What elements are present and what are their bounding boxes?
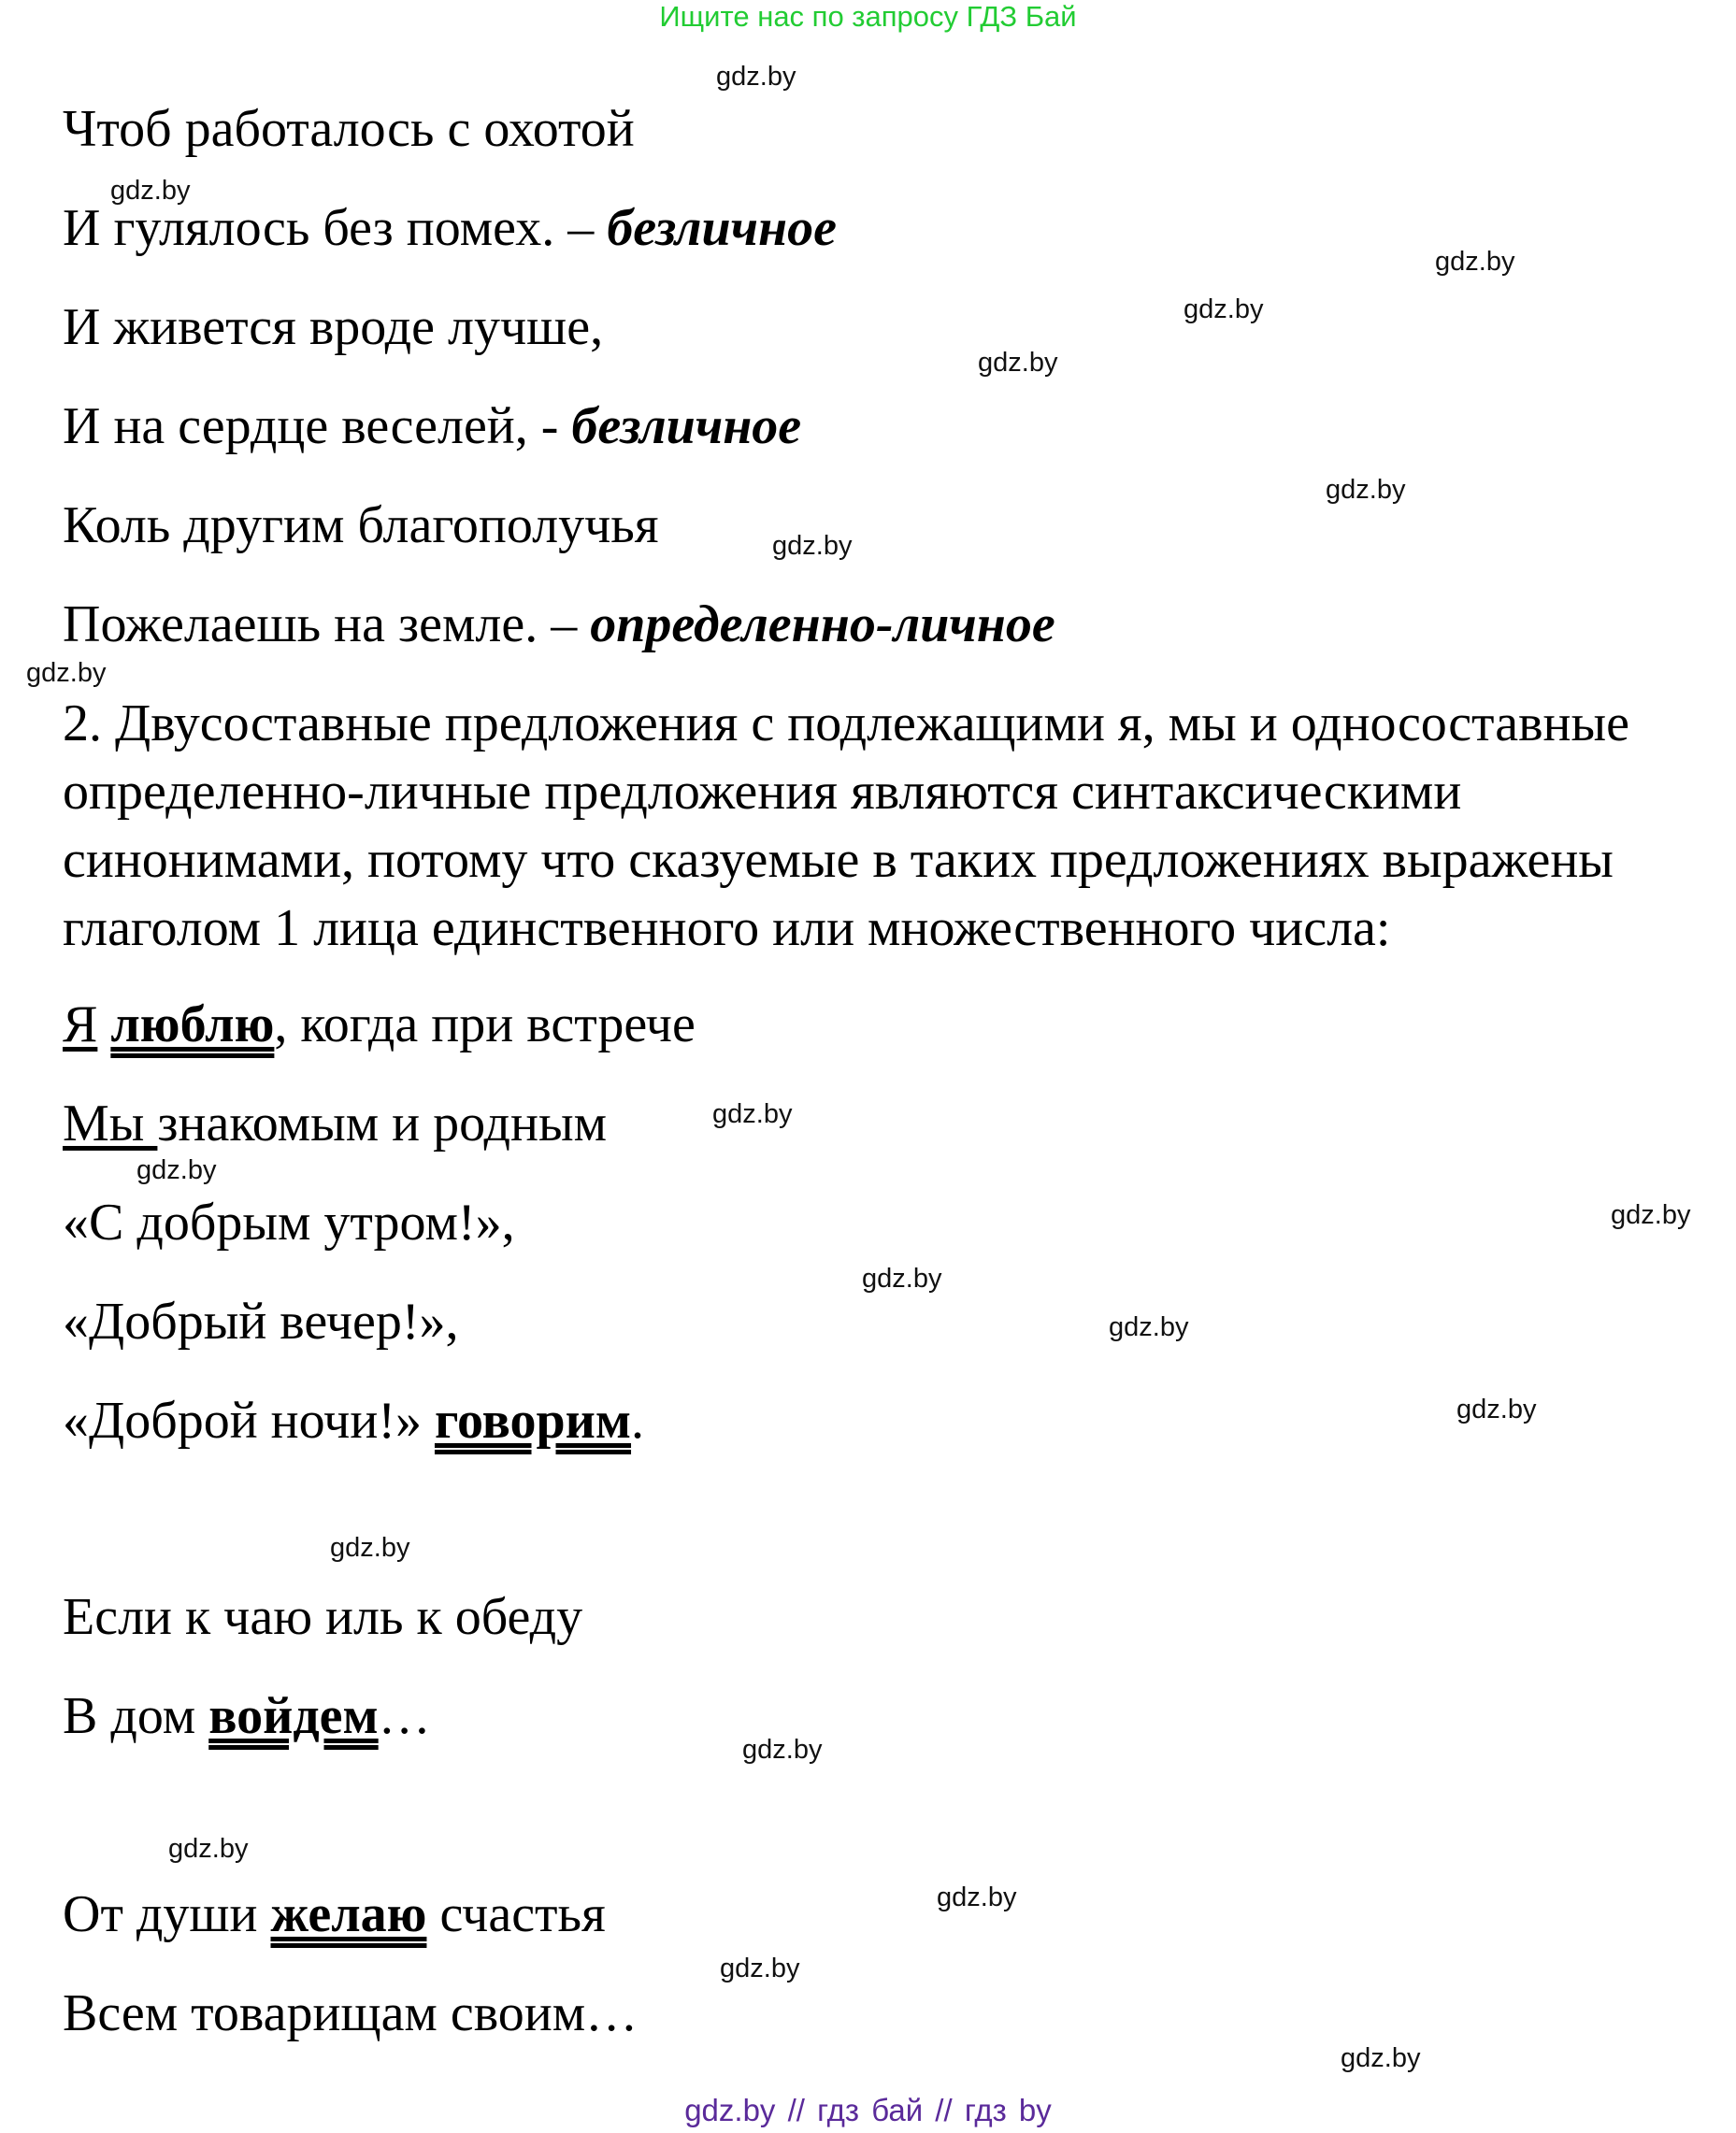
watermark: gdz.by	[862, 1264, 942, 1294]
poem3-line-2-start: В дом	[63, 1687, 209, 1745]
poem1-line-3: И живется вроде лучше,	[63, 298, 604, 356]
poem3-line-1: Если к чаю иль к обеду	[63, 1588, 583, 1646]
watermark: gdz.by	[1435, 247, 1515, 277]
watermark: gdz.by	[1326, 475, 1406, 505]
poem3-line-2-end: …	[378, 1687, 431, 1745]
watermark: gdz.by	[26, 658, 107, 688]
explanation-paragraph: 2. Двусоставные предложения с подлежащими я, мы и односоставные определенно-личные предложения являются синтаксическими синонимами, потому что сказуемые в таких предложениях выражены глаголом 1 лица единственного или множественного числа:	[63, 694, 1629, 957]
poem2-line-5	[63, 1391, 644, 1451]
watermark: gdz.by	[1184, 294, 1264, 324]
watermark: gdz.by	[1109, 1312, 1189, 1342]
watermark: gdz.by	[937, 1882, 1017, 1912]
poem2-line-1	[63, 995, 696, 1054]
sentence-type-label: безличное	[607, 199, 838, 257]
poem1-line-2-text: И гулялось без помех. –	[63, 199, 595, 257]
poem4-line-1	[63, 1884, 606, 1944]
poem1-line-5: Коль другим благополучья	[63, 496, 659, 554]
poem1-line-6-text: Пожелаешь на земле. –	[63, 595, 578, 653]
watermark: gdz.by	[772, 531, 853, 561]
watermark: gdz.by	[330, 1533, 410, 1563]
watermark: gdz.by	[716, 62, 796, 92]
watermark: gdz.by	[742, 1735, 823, 1765]
poem4-line-1-end: счастья	[426, 1885, 606, 1943]
watermark: gdz.by	[136, 1155, 217, 1185]
poem2-line-5-start: «Доброй ночи!»	[63, 1392, 435, 1450]
watermark: gdz.by	[110, 176, 191, 206]
subject-word: Мы	[63, 1095, 158, 1152]
predicate-word: желаю	[270, 1885, 427, 1943]
poem2-line-1-rest: , когда при встрече	[274, 995, 696, 1053]
subject-word: Я	[63, 995, 98, 1053]
watermark: gdz.by	[1611, 1200, 1691, 1230]
watermark: gdz.by	[712, 1099, 793, 1129]
predicate-word: говорим	[434, 1392, 632, 1450]
watermark: gdz.by	[978, 348, 1058, 378]
watermark: gdz.by	[168, 1834, 249, 1864]
poem2-line-4: «Добрый вечер!»,	[63, 1293, 459, 1351]
watermark: gdz.by	[1456, 1395, 1537, 1424]
poem4-line-1-start: От души	[63, 1885, 271, 1943]
watermark: gdz.by	[1341, 2043, 1421, 2073]
poem1-line-4	[63, 396, 801, 456]
predicate-word: люблю	[110, 995, 275, 1053]
sentence-type-label: безличное	[571, 397, 802, 455]
poem1-line-2	[63, 198, 837, 258]
poem1-line-4-text: И на сердце веселей, -	[63, 397, 559, 455]
poem2-line-2	[63, 1094, 607, 1153]
sentence-type-label: определенно-личное	[590, 595, 1055, 653]
poem4-line-2: Всем товарищам своим…	[63, 1984, 638, 2042]
footer-links: gdz.by // гдз бай // гдз by	[684, 2093, 1052, 2127]
predicate-word: войдем	[208, 1687, 379, 1745]
poem3-line-2	[63, 1686, 431, 1746]
watermark: gdz.by	[720, 1954, 800, 1983]
poem1-line-1: Чтоб работалось с охотой	[63, 100, 635, 158]
poem2-line-2-rest: знакомым и родным	[157, 1095, 608, 1152]
poem2-line-3: «С добрым утром!»,	[63, 1194, 515, 1252]
search-banner: Ищите нас по запросу ГДЗ Бай	[659, 0, 1077, 33]
poem1-line-6	[63, 594, 1055, 654]
poem2-line-5-end: .	[631, 1392, 645, 1450]
